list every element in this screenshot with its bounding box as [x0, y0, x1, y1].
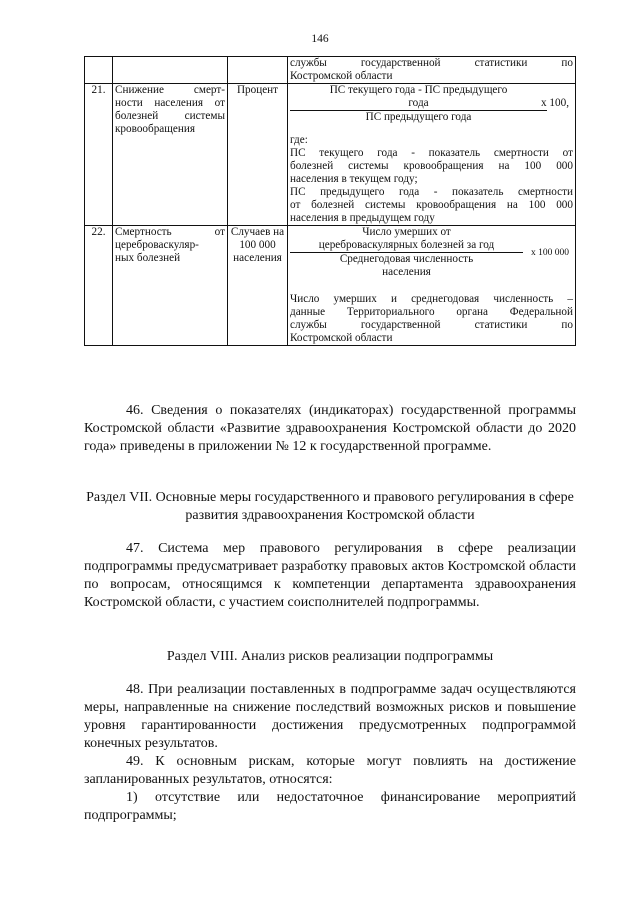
formula-cell [288, 226, 576, 346]
formula-multiplier: х 100 000 [531, 248, 569, 258]
source-line: Число умерших и среднегодовая численность – [290, 293, 573, 305]
denominator-line: Среднегодовая численность [339, 253, 474, 265]
unit-line: Случаев на [230, 226, 285, 238]
definition-line: населения в предыдущем году [290, 212, 435, 224]
formula-line: службы государственной статистики по [290, 57, 573, 69]
definition-line: ПС текущего года - показатель смертности от [290, 147, 573, 159]
paragraph-49: 49. К основным рискам, которые могут повлиять на достижение запланированных результатов, относятся: [84, 754, 576, 787]
row-number-cell: 22. [85, 226, 113, 346]
definition-line: населения в текущем году; [290, 173, 418, 185]
fraction-bar [290, 110, 547, 111]
paragraph-48: 48. При реализации поставленных в подпрограмме задач осуществляются меры, направленные на снижение последствий возможных рисков и повышение уровня гарантированности достижения предусмотренных подпрограммой конечных результатов. [84, 682, 576, 751]
formula-cell [288, 84, 576, 226]
numerator-line: Число умерших от [362, 226, 451, 238]
denominator-line: населения [382, 266, 431, 278]
row-number-cell: 21. [85, 84, 113, 226]
where-label: где: [290, 134, 308, 146]
indicator-name-cell [113, 226, 228, 346]
formula-denominator: ПС предыдущего года [365, 111, 472, 123]
indicator-table [84, 56, 576, 346]
formula-multiplier: х 100, [541, 97, 569, 109]
indicator-name-line: кровообращения [115, 123, 195, 135]
source-line: Костромской области [290, 332, 393, 344]
definition-line: от болезней системы кровообращения на 100 000 [290, 199, 573, 211]
indicator-name-line: болезней системы [115, 110, 225, 122]
unit-cell: Процент [228, 84, 288, 226]
numerator-line: цереброваскулярных болезней за год [318, 239, 495, 251]
unit-cell [228, 226, 288, 346]
unit-line: населения [233, 252, 282, 264]
paragraph-47: 47. Система мер правового регулирования в сфере реализации подпрограммы предусматривает разработку правовых актов Костромской области по вопросам, относящимся к компетенции департамента здравоохранения Костромской области, с участием соисполнителей подпрограммы. [84, 541, 576, 610]
formula-numerator [290, 84, 573, 110]
unit-line: 100 000 [239, 239, 276, 251]
table-row [85, 226, 576, 346]
table-row [85, 84, 576, 226]
indicator-name-line: цереброваскуляр- [115, 239, 199, 251]
indicator-name-line: Смертность от [115, 226, 225, 238]
section-7-heading: Раздел VII. Основные меры государственного и правового регулирования в сфере развития здравоохранения Костромской области [86, 490, 574, 523]
numerator-line: года [408, 97, 429, 109]
indicator-name-cell [113, 84, 228, 226]
indicator-name-cell [113, 57, 228, 84]
definition-line: ПС предыдущего года - показатель смертности [290, 186, 573, 198]
formula-cell [288, 57, 576, 84]
numerator-line: ПС текущего года - ПС предыдущего [329, 84, 508, 96]
indicator-name-line: ных болезней [115, 252, 181, 264]
source-line: данные Территориального органа Федеральной [290, 306, 573, 318]
row-number-cell [85, 57, 113, 84]
unit-cell [228, 57, 288, 84]
fraction-bar-wrap [290, 248, 573, 258]
source-line: службы государственной статистики по [290, 319, 573, 331]
section-8-heading: Раздел VIII. Анализ рисков реализации подпрограммы [166, 649, 494, 664]
definition-line: болезней системы кровообращения на 100 000 [290, 160, 573, 172]
indicator-name-line: ности населения от [115, 97, 225, 109]
fraction-bar [290, 252, 523, 253]
page-number: 146 [311, 33, 329, 45]
indicator-name-line: Снижение смерт- [115, 84, 225, 96]
paragraph-46: 46. Сведения о показателях (индикаторах) государственной программы Костромской области «Развитие здравоохранения Костромской области до 2020 года» приведены в приложении № 12 к государственной программе. [84, 403, 576, 454]
paragraph-49-item-1: 1) отсутствие или недостаточное финансирование мероприятий подпрограммы; [84, 790, 576, 823]
table-row [85, 57, 576, 84]
formula-line: Костромской области [290, 70, 393, 82]
